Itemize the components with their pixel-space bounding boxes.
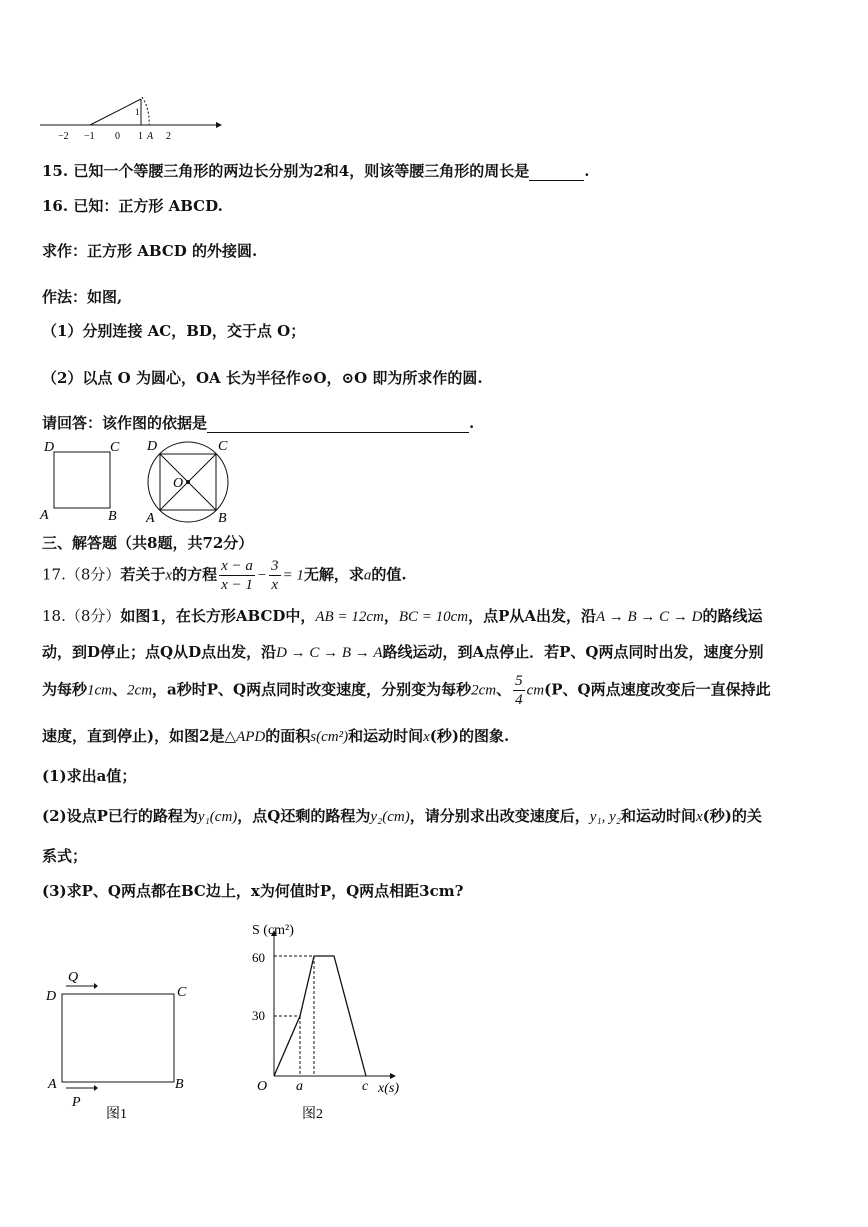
- q18-y12: y₁, y₂: [589, 809, 621, 825]
- q18-y2: y₂(cm): [370, 809, 410, 825]
- q18-path1: A → B → C → D: [596, 609, 703, 625]
- q18-p2-e: (秒)的关: [702, 807, 762, 825]
- q18-l4-c: 和运动时间: [348, 727, 424, 745]
- q18-l3-dot: 、: [112, 680, 128, 699]
- square-label-b: B: [108, 509, 117, 524]
- fig2-origin: O: [257, 1079, 268, 1094]
- square-label-a: A: [40, 508, 49, 523]
- height-label: 1: [135, 107, 140, 117]
- q17-fraction-2: [269, 557, 281, 594]
- square-figure: [54, 452, 110, 508]
- circle-dot-icon: ⊙: [300, 369, 314, 387]
- tick-neg2: −2: [58, 131, 69, 142]
- circle-label-d: D: [147, 439, 158, 454]
- q16-end: .: [469, 414, 475, 432]
- q17-t3: 无解，求: [303, 565, 364, 584]
- fig1-label-b: B: [175, 1077, 184, 1092]
- q16-ask-text: 请回答：该作图的依据是: [42, 414, 208, 432]
- tick-0: 0: [115, 131, 120, 142]
- q18-l4-b: 的面积: [265, 727, 311, 745]
- q18-l2-a: 动，到D停止；点Q从D点出发，沿: [42, 643, 277, 661]
- circle-dot-icon: ⊙: [341, 369, 355, 387]
- q17-number: 17.（8分）: [42, 565, 121, 584]
- q17-f1-num: x − a: [221, 558, 253, 574]
- fig2-plot: [274, 956, 366, 1076]
- q18-l4-a: 速度，直到停止)，如图2是: [42, 727, 225, 745]
- q18-p2-c: ，请分别求出改变速度后，: [409, 807, 590, 825]
- q18-s: s(cm²): [310, 729, 349, 745]
- q16-ask: [42, 412, 474, 433]
- q16-step2-b: O，: [313, 369, 342, 387]
- question-17: [42, 557, 407, 594]
- fig1-label-q: Q: [68, 970, 79, 985]
- q17-t1: 若关于: [120, 565, 166, 584]
- q18-bc: BC = 10cm: [398, 609, 469, 625]
- fig2-tick-30: 30: [252, 1008, 265, 1023]
- q18-l3-b: ，a秒时P、Q两点同时改变速度，分别变为每秒: [152, 680, 472, 699]
- q15-number: 15.: [42, 162, 69, 180]
- rectangle-abcd: [62, 994, 174, 1082]
- tick-neg1: −1: [84, 131, 95, 142]
- circle-label-a: A: [146, 511, 155, 526]
- q18-f-num: 5: [515, 673, 523, 689]
- q18-x2: x: [696, 809, 703, 825]
- q18-p2-a: (2)设点P已行的路程为: [42, 807, 198, 825]
- q17-minus: −: [256, 567, 268, 584]
- q18-l3-a: 为每秒: [42, 680, 88, 699]
- circle-label-o: O: [173, 476, 184, 491]
- q16-number: 16.: [42, 197, 69, 215]
- q16-step2-a: （2）以点 O 为圆心，OA 长为半径作: [42, 369, 301, 387]
- q16-blank[interactable]: [207, 414, 469, 433]
- q18-l3-c: (P、Q两点速度改变后一直保持此: [544, 680, 771, 699]
- q18-line3: [42, 672, 771, 709]
- q18-f-den: 4: [515, 692, 523, 708]
- q18-l1-a: 如图1，在长方形ABCD中，: [120, 607, 316, 625]
- q18-ab: AB = 12cm: [315, 609, 384, 625]
- fig1-label-c: C: [177, 985, 187, 1000]
- q18-part2-cont: 系式；: [42, 847, 88, 865]
- q18-part3: (3)求P、Q两点都在BC边上，x为何值时P，Q两点相距3cm?: [42, 882, 464, 900]
- question-15: [42, 160, 589, 181]
- q18-line4: [42, 725, 509, 746]
- fig1-caption: 图1: [106, 1107, 127, 1122]
- figure-2-chart: [240, 910, 420, 1125]
- q18-l4-d: (秒)的图象.: [429, 727, 510, 745]
- fig2-tick-c: c: [362, 1079, 369, 1094]
- q16-figures: [36, 436, 246, 526]
- square-label-d: D: [44, 440, 55, 455]
- circle-label-c: C: [218, 439, 228, 454]
- q18-number: 18.（8分）: [42, 607, 121, 625]
- tick-2: 2: [166, 131, 171, 142]
- q18-sep: ，: [383, 607, 399, 625]
- q18-line2: [42, 641, 764, 662]
- q18-l1-c: 的路线运: [702, 607, 763, 625]
- q18-fraction: [513, 672, 525, 709]
- q18-l1-b: ，点P从A出发，沿: [468, 607, 597, 625]
- q17-a: a: [363, 567, 372, 584]
- q16-task: 求作：正方形 ABCD 的外接圆.: [42, 242, 258, 260]
- fig2-tick-a: a: [296, 1079, 303, 1094]
- q17-fraction-1: [219, 557, 255, 594]
- q18-line1: [42, 605, 762, 626]
- fig2-caption: 图2: [302, 1107, 323, 1122]
- fig1-label-a: A: [48, 1077, 57, 1092]
- fig2-series-line: [274, 956, 366, 1076]
- q18-p2-d: 和运动时间: [620, 807, 696, 825]
- q16-step1: （1）分别连接 AC，BD，交于点 O；: [42, 322, 306, 340]
- q16-method: 作法：如图,: [42, 288, 123, 306]
- fig2-xlabel: x(s): [378, 1081, 399, 1096]
- question-16-given: [42, 195, 223, 216]
- q15-end: .: [584, 162, 590, 180]
- square-label-c: C: [110, 440, 120, 455]
- figure-1: [40, 960, 200, 1125]
- q18-path2: D → C → B → A: [276, 645, 383, 661]
- q17-f1-den: x − 1: [221, 577, 253, 593]
- q17-f2-num: 3: [271, 558, 279, 574]
- q17-f2-den: x: [271, 577, 279, 593]
- q18-v2: 2cm: [127, 682, 153, 699]
- q15-blank[interactable]: [529, 162, 584, 181]
- section-3-heading: 三、解答题（共8题，共72分）: [42, 534, 254, 552]
- q18-part1: (1)求出a值；: [42, 767, 137, 785]
- q18-p2-b: ，点Q还剩的路程为: [237, 807, 371, 825]
- q16-step2: [42, 367, 483, 388]
- number-line-figure: [38, 95, 228, 143]
- fig1-label-p: P: [72, 1095, 81, 1110]
- fig2-ylabel: S (cm²): [252, 923, 294, 938]
- q18-y1: y₁(cm): [197, 809, 238, 825]
- q18-v1: 1cm: [87, 682, 113, 699]
- q16-given: 已知：正方形 ABCD.: [73, 197, 223, 215]
- q17-eq: = 1: [282, 567, 304, 584]
- q18-l3-dot2: 、: [496, 680, 512, 699]
- q18-v4: cm: [526, 682, 545, 699]
- fig1-label-d: D: [46, 989, 57, 1004]
- q15-text: 已知一个等腰三角形的两边长分别为2和4，则该等腰三角形的周长是: [73, 162, 530, 180]
- tick-1: 1: [138, 131, 143, 142]
- q17-t4: 的值.: [371, 565, 407, 584]
- q18-l2-b: 路线运动，到A点停止．若P、Q两点同时出发，速度分别: [382, 643, 764, 661]
- circle-label-b: B: [218, 511, 227, 526]
- q18-x: x: [423, 729, 430, 745]
- q18-part2: [42, 805, 762, 826]
- fig2-tick-60: 60: [252, 950, 265, 965]
- q16-step2-c: O 即为所求作的圆.: [354, 369, 483, 387]
- q17-t2: 的方程: [172, 565, 218, 584]
- q17-x: x: [165, 567, 173, 584]
- point-a: A: [147, 131, 154, 142]
- q18-v3: 2cm: [471, 682, 497, 699]
- q18-apd: △APD: [224, 729, 266, 745]
